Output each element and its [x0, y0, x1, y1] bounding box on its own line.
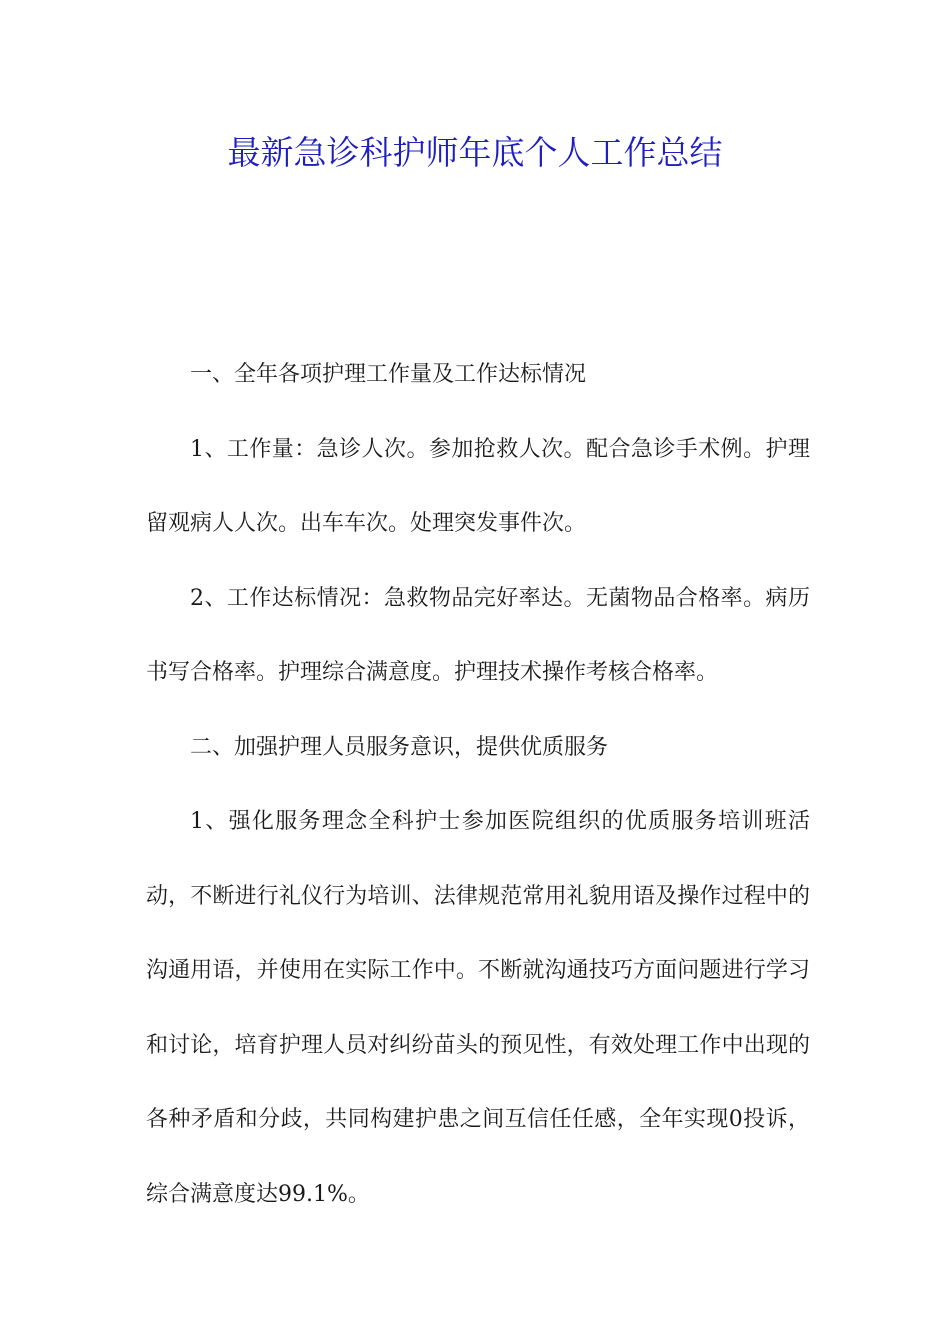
document-body [146, 338, 810, 1232]
document-title: 最新急诊科护师年底个人工作总结 [227, 133, 723, 172]
paragraph-service: 1、强化服务理念全科护士参加医院组织的优质服务培训班活动，不断进行礼仪行为培训、法律规范常用礼貌用语及操作过程中的沟通用语，并使用在实际工作中。不断就沟通技巧方面问题进行学习和讨论，培育护理人员对纠纷苗头的预见性，有效处理工作中出现的各种矛盾和分歧，共同构建护患之间互信任任感，全年实现0投诉，综合满意度达99.1%。 [146, 809, 810, 1207]
section-heading-1: 一、全年各项护理工作量及工作达标情况 [190, 362, 587, 387]
paragraph-workload: 1、工作量：急诊人次。参加抢救人次。配合急诊手术例。护理留观病人人次。出车车次。处理突发事件次。 [146, 436, 810, 536]
paragraph-standards: 2、工作达标情况：急救物品完好率达。无菌物品合格率。病历书写合格率。护理综合满意度。护理技术操作考核合格率。 [146, 585, 810, 685]
section-heading-2: 二、加强护理人员服务意识，提供优质服务 [190, 734, 609, 760]
